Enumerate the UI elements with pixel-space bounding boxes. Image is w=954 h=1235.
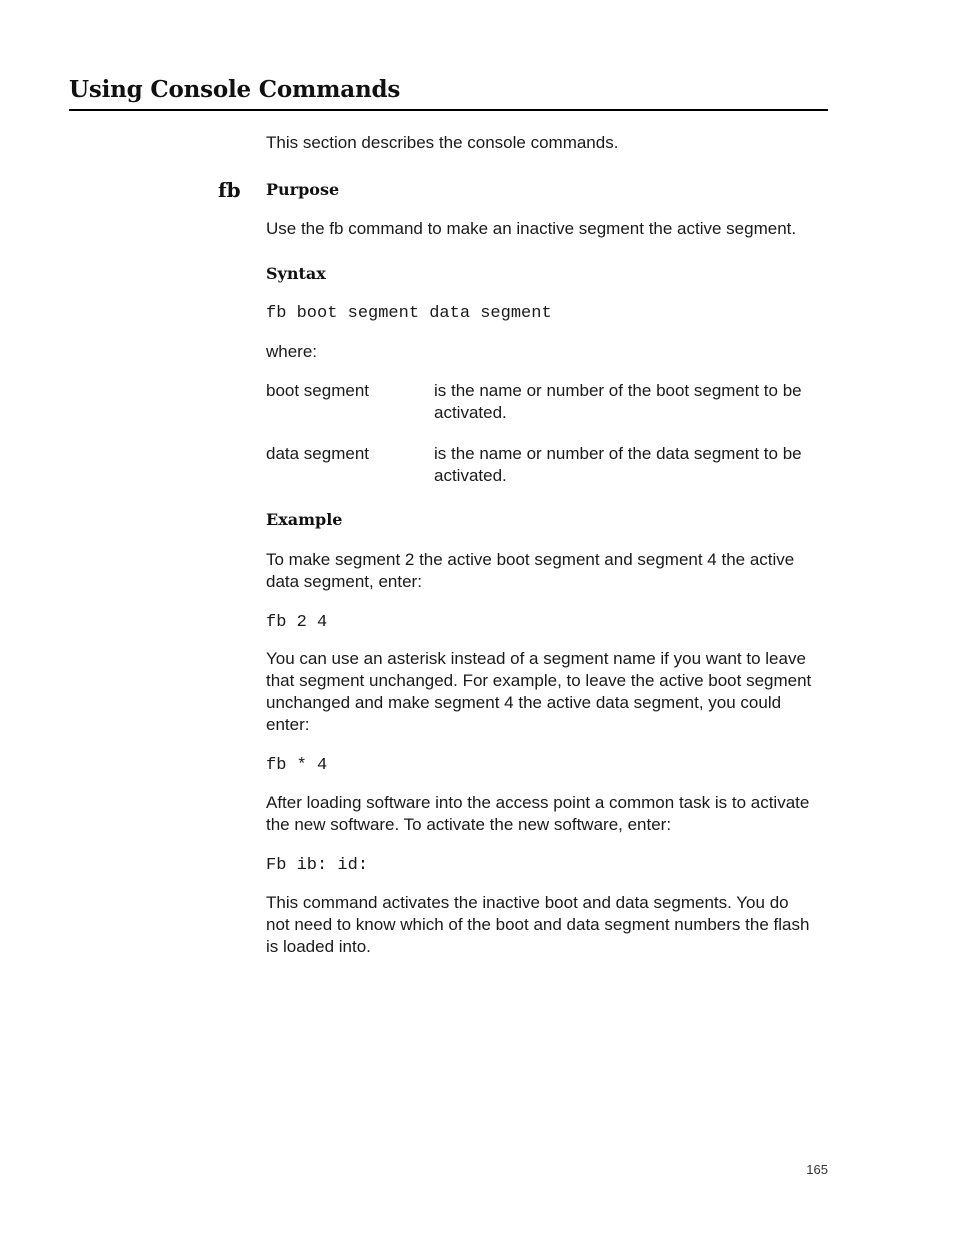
where-label: where: bbox=[266, 342, 318, 361]
example-code-2: fb * 4 bbox=[266, 756, 328, 775]
asterisk-paragraph: You can use an asterisk instead of a segment name if you want to leave that segment unchanged. For example, to leave the active boot segment unchanged and make segment 4 the active data segment, you could enter: bbox=[266, 649, 812, 734]
param-term-boot: boot segment bbox=[266, 381, 370, 400]
after-loading-paragraph: After loading software into the access point a common task is to activate the new software. To activate the new software, enter: bbox=[266, 793, 810, 834]
example-heading: Example bbox=[266, 510, 343, 529]
purpose-heading: Purpose bbox=[266, 180, 340, 199]
example-code-3: Fb ib: id: bbox=[266, 856, 369, 875]
example-intro-paragraph: To make segment 2 the active boot segment and segment 4 the active data segment, enter: bbox=[266, 550, 795, 591]
command-name: fb bbox=[218, 178, 241, 202]
syntax-code: fb boot segment data segment bbox=[266, 304, 552, 323]
syntax-heading: Syntax bbox=[266, 264, 326, 283]
intro-paragraph: This section describes the console commands. bbox=[266, 133, 619, 152]
purpose-paragraph: Use the fb command to make an inactive segment the active segment. bbox=[266, 219, 797, 238]
param-definition-data: is the name or number of the data segment to be activated. bbox=[434, 444, 802, 485]
title-rule bbox=[69, 109, 828, 111]
param-term-data: data segment bbox=[266, 444, 370, 463]
closing-paragraph: This command activates the inactive boot and data segments. You do not need to know which of the boot and data segment numbers the flash is loaded into. bbox=[266, 893, 810, 956]
page-number: 165 bbox=[806, 1162, 828, 1177]
param-definition-boot: is the name or number of the boot segment to be activated. bbox=[434, 381, 802, 422]
example-code-1: fb 2 4 bbox=[266, 613, 328, 632]
section-title: Using Console Commands bbox=[69, 76, 401, 103]
